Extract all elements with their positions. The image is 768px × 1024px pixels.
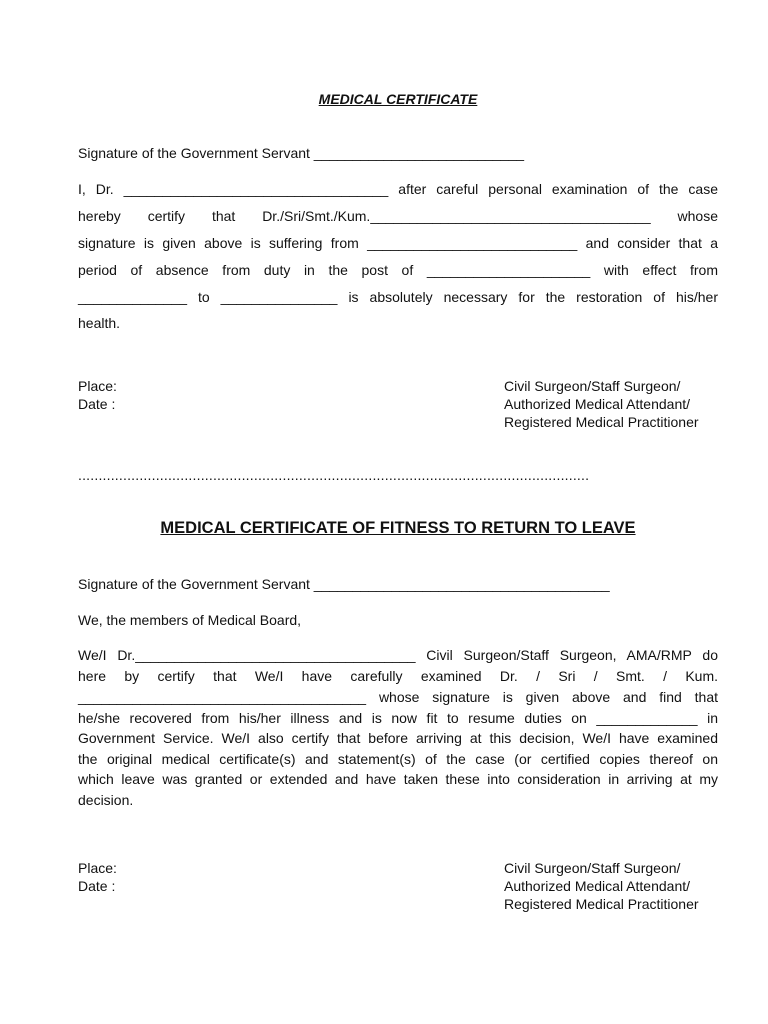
govt-servant-signature-line: Signature of the Government Servant ___________________________ [78,145,525,161]
certificate-body-line: Government Service. We/I also certify that before arriving at this decision, We/I have examined [78,730,718,746]
certificate-body-line: decision. [78,792,134,808]
signatory-title: Registered Medical Practitioner [504,896,699,912]
certificate-body-line: health. [78,315,121,331]
govt-servant-signature-line: Signature of the Government Servant ______________________________________ [78,576,610,592]
certificate-body-line: We/I Dr.____________________________________ Civil Surgeon/Staff Surgeon, AMA/RMP do [78,647,718,663]
certificate-body-line: here by certify that We/I have carefully examined Dr. / Sri / Smt. / Kum. [78,668,718,684]
certificate-body-line: which leave was granted or extended and have taken these into consideration in arriving at my [78,771,718,787]
certificate-title: MEDICAL CERTIFICATE [318,91,478,107]
dotted-separator: ............................................................................................................................. [78,468,590,482]
certificate-body-line: signature is given above is suffering from ___________________________ and consider that a [78,235,718,251]
certificate-body-line: period of absence from duty in the post of _____________________ with effect from [78,262,718,278]
place-label: Place: [78,860,117,876]
place-label: Place: [78,378,117,394]
certificate-body-line: the original medical certificate(s) and statement(s) of the case (or certified copies thereof on [78,751,718,767]
certificate-body-line: he/she recovered from his/her illness and is now fit to resume duties on _____________ in [78,710,718,726]
certificate-body-line: I, Dr. __________________________________ after careful personal examination of the case [78,181,718,197]
medical-board-line: We, the members of Medical Board, [78,612,302,628]
signatory-title: Civil Surgeon/Staff Surgeon/ [504,378,681,394]
signatory-title: Authorized Medical Attendant/ [504,878,691,894]
date-label: Date : [78,396,116,412]
date-label: Date : [78,878,116,894]
certificate-body-line: _____________________________________ whose signature is given above and find that [78,689,718,705]
fitness-certificate-title: MEDICAL CERTIFICATE OF FITNESS TO RETURN TO LEAVE [160,519,636,537]
signatory-title: Registered Medical Practitioner [504,414,699,430]
certificate-body-line: hereby certify that Dr./Sri/Smt./Kum.____________________________________ whose [78,208,718,224]
certificate-body-line: ______________ to _______________ is absolutely necessary for the restoration of his/her [78,289,718,305]
signatory-title: Civil Surgeon/Staff Surgeon/ [504,860,681,876]
signatory-title: Authorized Medical Attendant/ [504,396,691,412]
